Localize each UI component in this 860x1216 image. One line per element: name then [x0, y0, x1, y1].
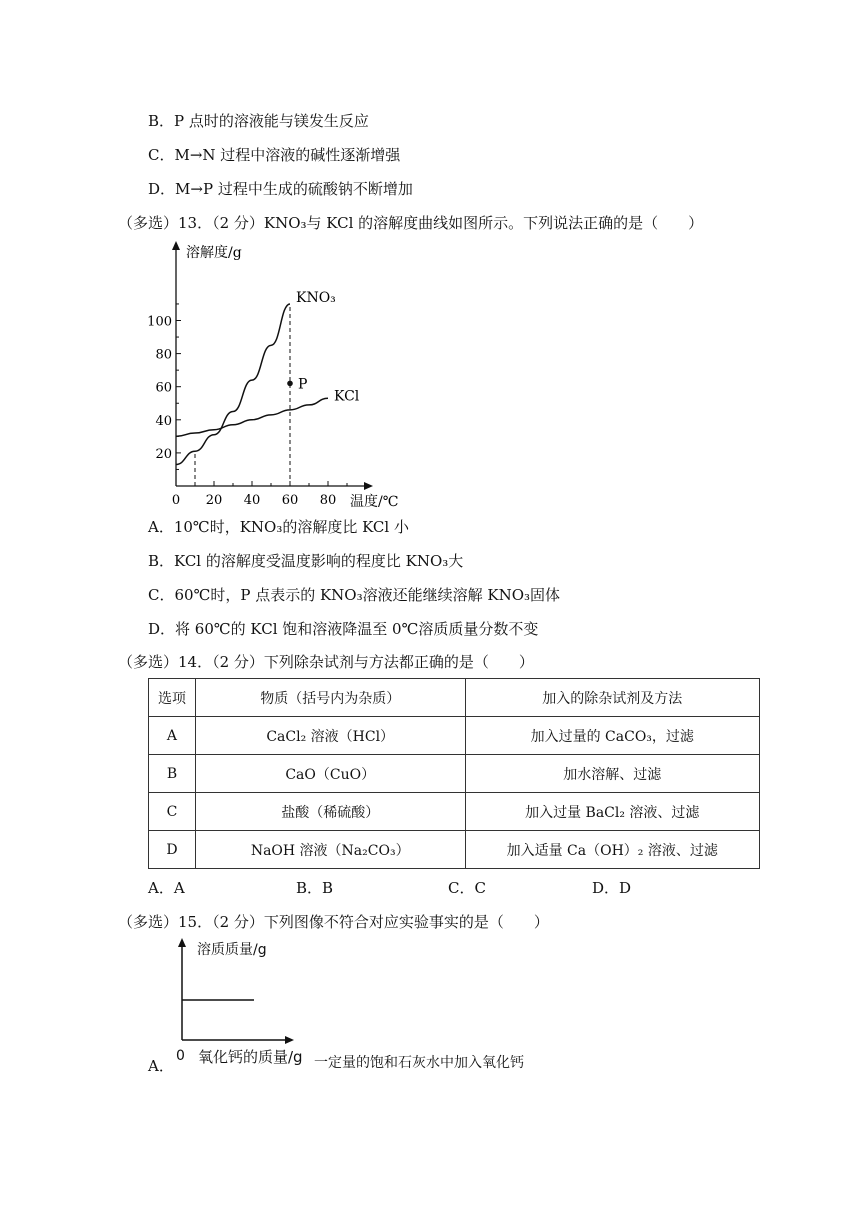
solubility-chart — [140, 238, 420, 514]
q15-option-a-text: 一定量的饱和石灰水中加入氧化钙 — [314, 1055, 524, 1071]
x-axis-arrow-icon — [364, 482, 373, 490]
q13-option-d: D．将 60℃的 KCl 饱和溶液降温至 0℃溶质质量分数不变 — [148, 620, 539, 638]
table-cell: CaCl₂ 溶液（HCl） — [195, 717, 465, 755]
q12-option-b: B．P 点时的溶液能与镁发生反应 — [148, 112, 369, 130]
table-cell: NaOH 溶液（Na₂CO₃） — [195, 831, 465, 869]
series-line-kcl — [176, 398, 328, 436]
x-tick-label: 0 — [171, 493, 181, 508]
q13-stem: （多选）13．（2 分）KNO₃与 KCl 的溶解度曲线如图所示。下列说法正确的是（ ） — [118, 214, 704, 232]
x-tick-label: 40 — [243, 493, 261, 508]
y-axis-arrow-icon — [178, 938, 186, 947]
q15-stem: （多选）15．（2 分）下列图像不符合对应实验事实的是（ ） — [118, 913, 549, 931]
table-header-cell: 选项 — [149, 679, 196, 717]
x-axis-label: 温度/℃ — [350, 494, 399, 510]
q13-option-b: B．KCl 的溶解度受温度影响的程度比 KNO₃大 — [148, 552, 464, 570]
table-cell: CaO（CuO） — [195, 755, 465, 793]
q14-choice-b: B．B — [296, 879, 334, 897]
table-header-row — [149, 679, 760, 717]
table-cell: 加入过量的 CaCO₃，过滤 — [465, 717, 760, 755]
table-cell: 盐酸（稀硫酸） — [195, 793, 465, 831]
table-cell: C — [149, 793, 196, 831]
series-line-kno3 — [176, 304, 290, 465]
point-label: P — [298, 376, 308, 393]
point-p — [287, 381, 293, 387]
y-tick-label: 100 — [147, 314, 172, 330]
q12-option-c: C．M→N 过程中溶液的碱性逐渐增强 — [148, 146, 401, 164]
table-cell: B — [149, 755, 196, 793]
x-tick-label: 20 — [205, 493, 223, 508]
table-row — [149, 793, 760, 831]
x-tick-label: 60 — [281, 493, 299, 508]
table-cell: A — [149, 717, 196, 755]
y-tick-label: 60 — [155, 380, 172, 396]
series-label: KCl — [334, 388, 360, 405]
table-cell: D — [149, 831, 196, 869]
y-tick-label: 40 — [155, 413, 172, 429]
y-axis-label: 溶解度/g — [186, 245, 242, 261]
table-cell: 加入过量 BaCl₂ 溶液、过滤 — [465, 793, 760, 831]
q15-graph-ylabel: 溶质质量/g — [197, 942, 267, 958]
q13-option-c: C．60℃时，P 点表示的 KNO₃溶液还能继续溶解 KNO₃固体 — [148, 586, 561, 604]
y-tick-label: 80 — [155, 347, 172, 363]
q12-option-d: D．M→P 过程中生成的硫酸钠不断增加 — [148, 180, 413, 198]
x-axis-arrow-icon — [285, 1036, 294, 1044]
table-row — [149, 831, 760, 869]
x-tick-label: 80 — [319, 493, 337, 508]
purification-table — [148, 678, 760, 869]
q15-option-a-letter: A． — [148, 1057, 174, 1075]
table-cell: 加入适量 Ca（OH）₂ 溶液、过滤 — [465, 831, 760, 869]
q13-option-a: A．10℃时，KNO₃的溶解度比 KCl 小 — [148, 518, 409, 536]
table-row — [149, 717, 760, 755]
q14-choice-c: C．C — [448, 879, 486, 897]
q14-stem: （多选）14．（2 分）下列除杂试剂与方法都正确的是（ ） — [118, 653, 534, 671]
series-label: KNO₃ — [296, 289, 336, 306]
q14-choice-d: D．D — [592, 879, 632, 897]
y-tick-label: 20 — [155, 446, 172, 462]
table-header-cell: 加入的除杂试剂及方法 — [465, 679, 760, 717]
y-axis-arrow-icon — [172, 241, 180, 250]
q15-graph-xlabel: 氧化钙的质量/g — [198, 1048, 303, 1066]
table-row — [149, 755, 760, 793]
q15-graph-origin: 0 — [176, 1048, 185, 1064]
table-header-cell: 物质（括号内为杂质） — [195, 679, 465, 717]
q14-choice-a: A．A — [148, 879, 185, 897]
table-cell: 加水溶解、过滤 — [465, 755, 760, 793]
